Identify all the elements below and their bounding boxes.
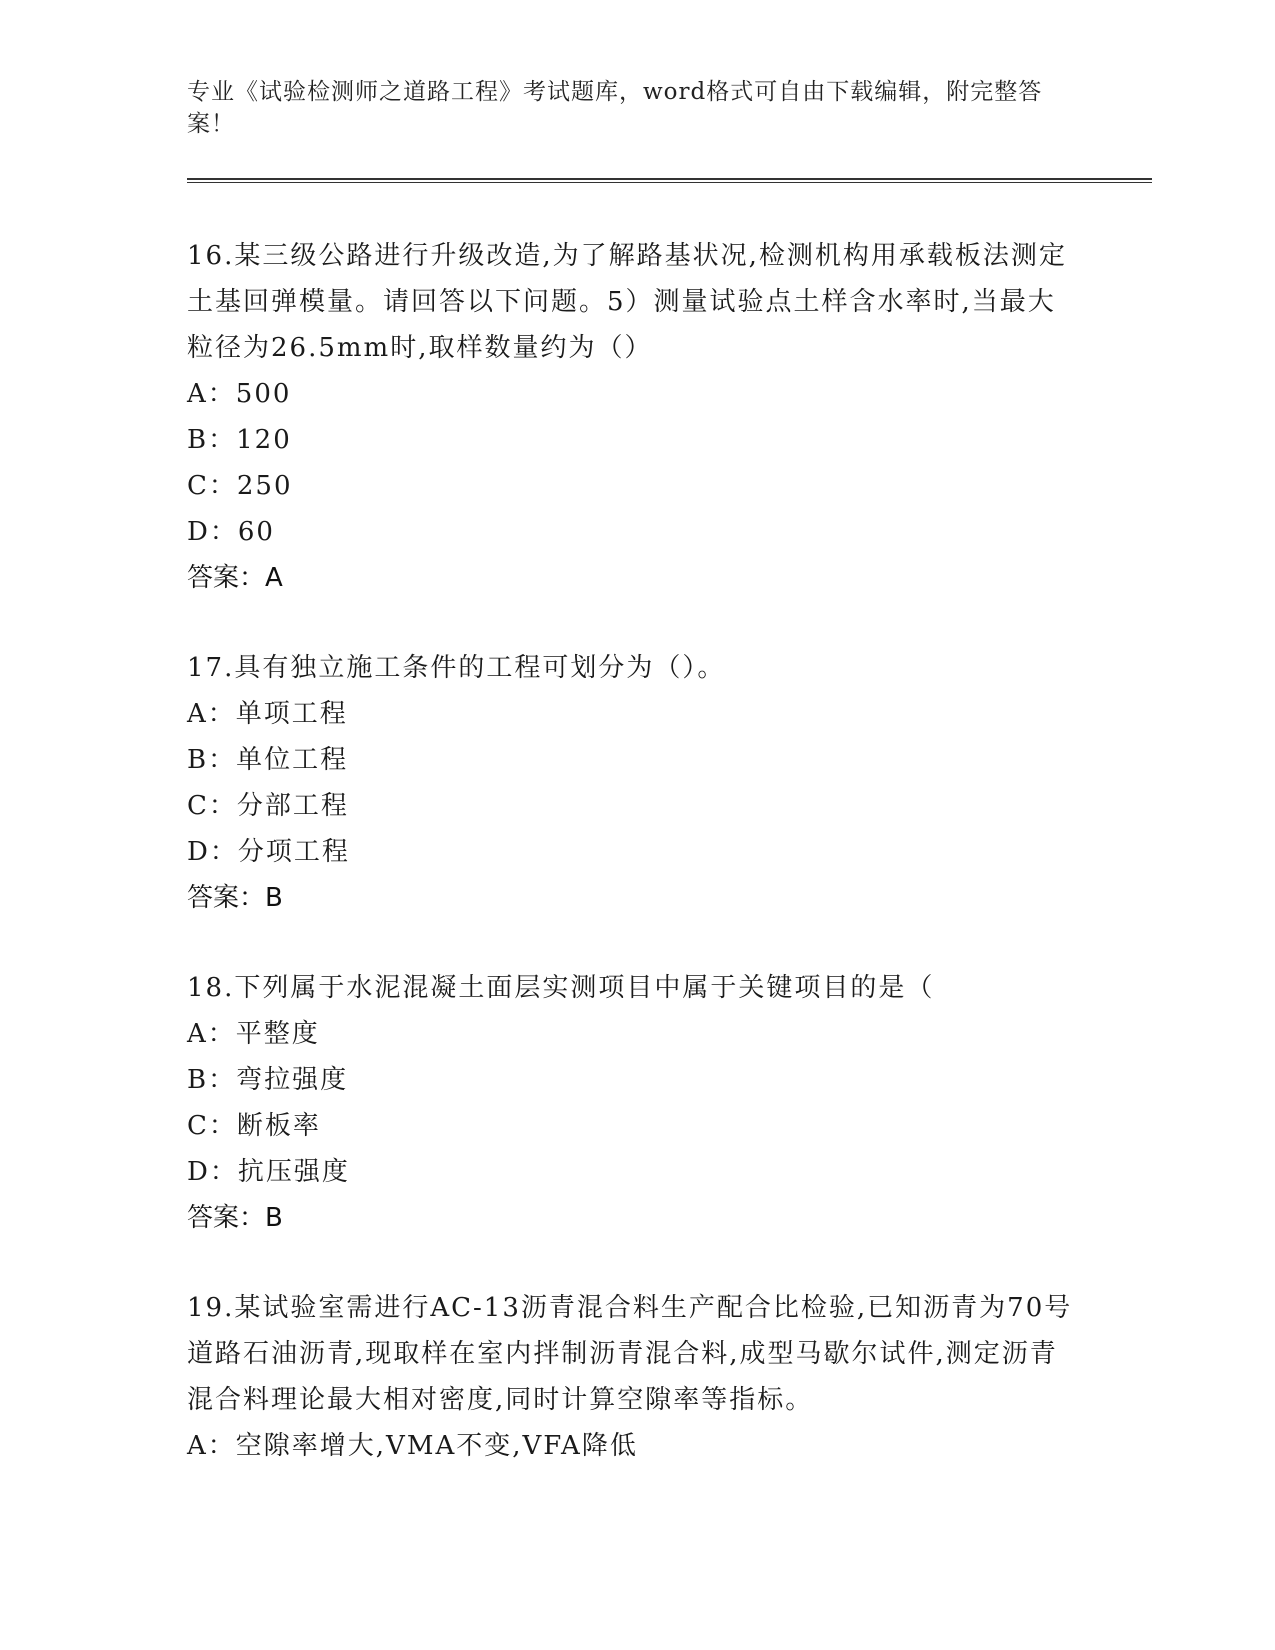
option-c: C：250 xyxy=(187,471,293,501)
option-b: B：120 xyxy=(187,425,292,455)
option-a: A：平整度 xyxy=(187,1019,320,1049)
header-divider xyxy=(187,178,1152,183)
question-stem: 18.下列属于水泥混凝土面层实测项目中属于关键项目的是（ xyxy=(187,973,935,1003)
option-c: C：断板率 xyxy=(187,1111,321,1141)
question-list xyxy=(187,233,1152,1513)
option-a: A：空隙率增大,VMA不变,VFA降低 xyxy=(187,1431,638,1461)
question-16 xyxy=(187,233,1152,601)
question-19 xyxy=(187,1285,1152,1469)
option-a: A：单项工程 xyxy=(187,699,348,729)
answer: 答案：A xyxy=(187,563,283,593)
option-d: D：分项工程 xyxy=(187,837,350,867)
option-c: C：分部工程 xyxy=(187,791,349,821)
answer: 答案：B xyxy=(187,883,283,913)
question-stem: 16.某三级公路进行升级改造,为了解路基状况,检测机构用承载板法测定土基回弹模量。请回答以下问题。5）测量试验点土样含水率时,当最大粒径为26.5mm时,取样数量约为（） xyxy=(187,241,1067,363)
option-a: A：500 xyxy=(187,379,292,409)
question-stem: 19.某试验室需进行AC-13沥青混合料生产配合比检验,已知沥青为70号道路石油沥青,现取样在室内拌制沥青混合料,成型马歇尔试件,测定沥青混合料理论最大相对密度,同时计算空隙率等指标。 xyxy=(187,1293,1073,1415)
option-b: B：弯拉强度 xyxy=(187,1065,349,1095)
question-stem: 17.具有独立施工条件的工程可划分为（）。 xyxy=(187,653,726,683)
option-d: D：60 xyxy=(187,517,275,547)
document-header: 专业《试验检测师之道路工程》考试题库，word格式可自由下载编辑，附完整答案！ xyxy=(187,79,1043,137)
answer: 答案：B xyxy=(187,1203,283,1233)
question-17 xyxy=(187,645,1152,921)
option-d: D：抗压强度 xyxy=(187,1157,350,1187)
option-b: B：单位工程 xyxy=(187,745,349,775)
question-18 xyxy=(187,965,1152,1241)
